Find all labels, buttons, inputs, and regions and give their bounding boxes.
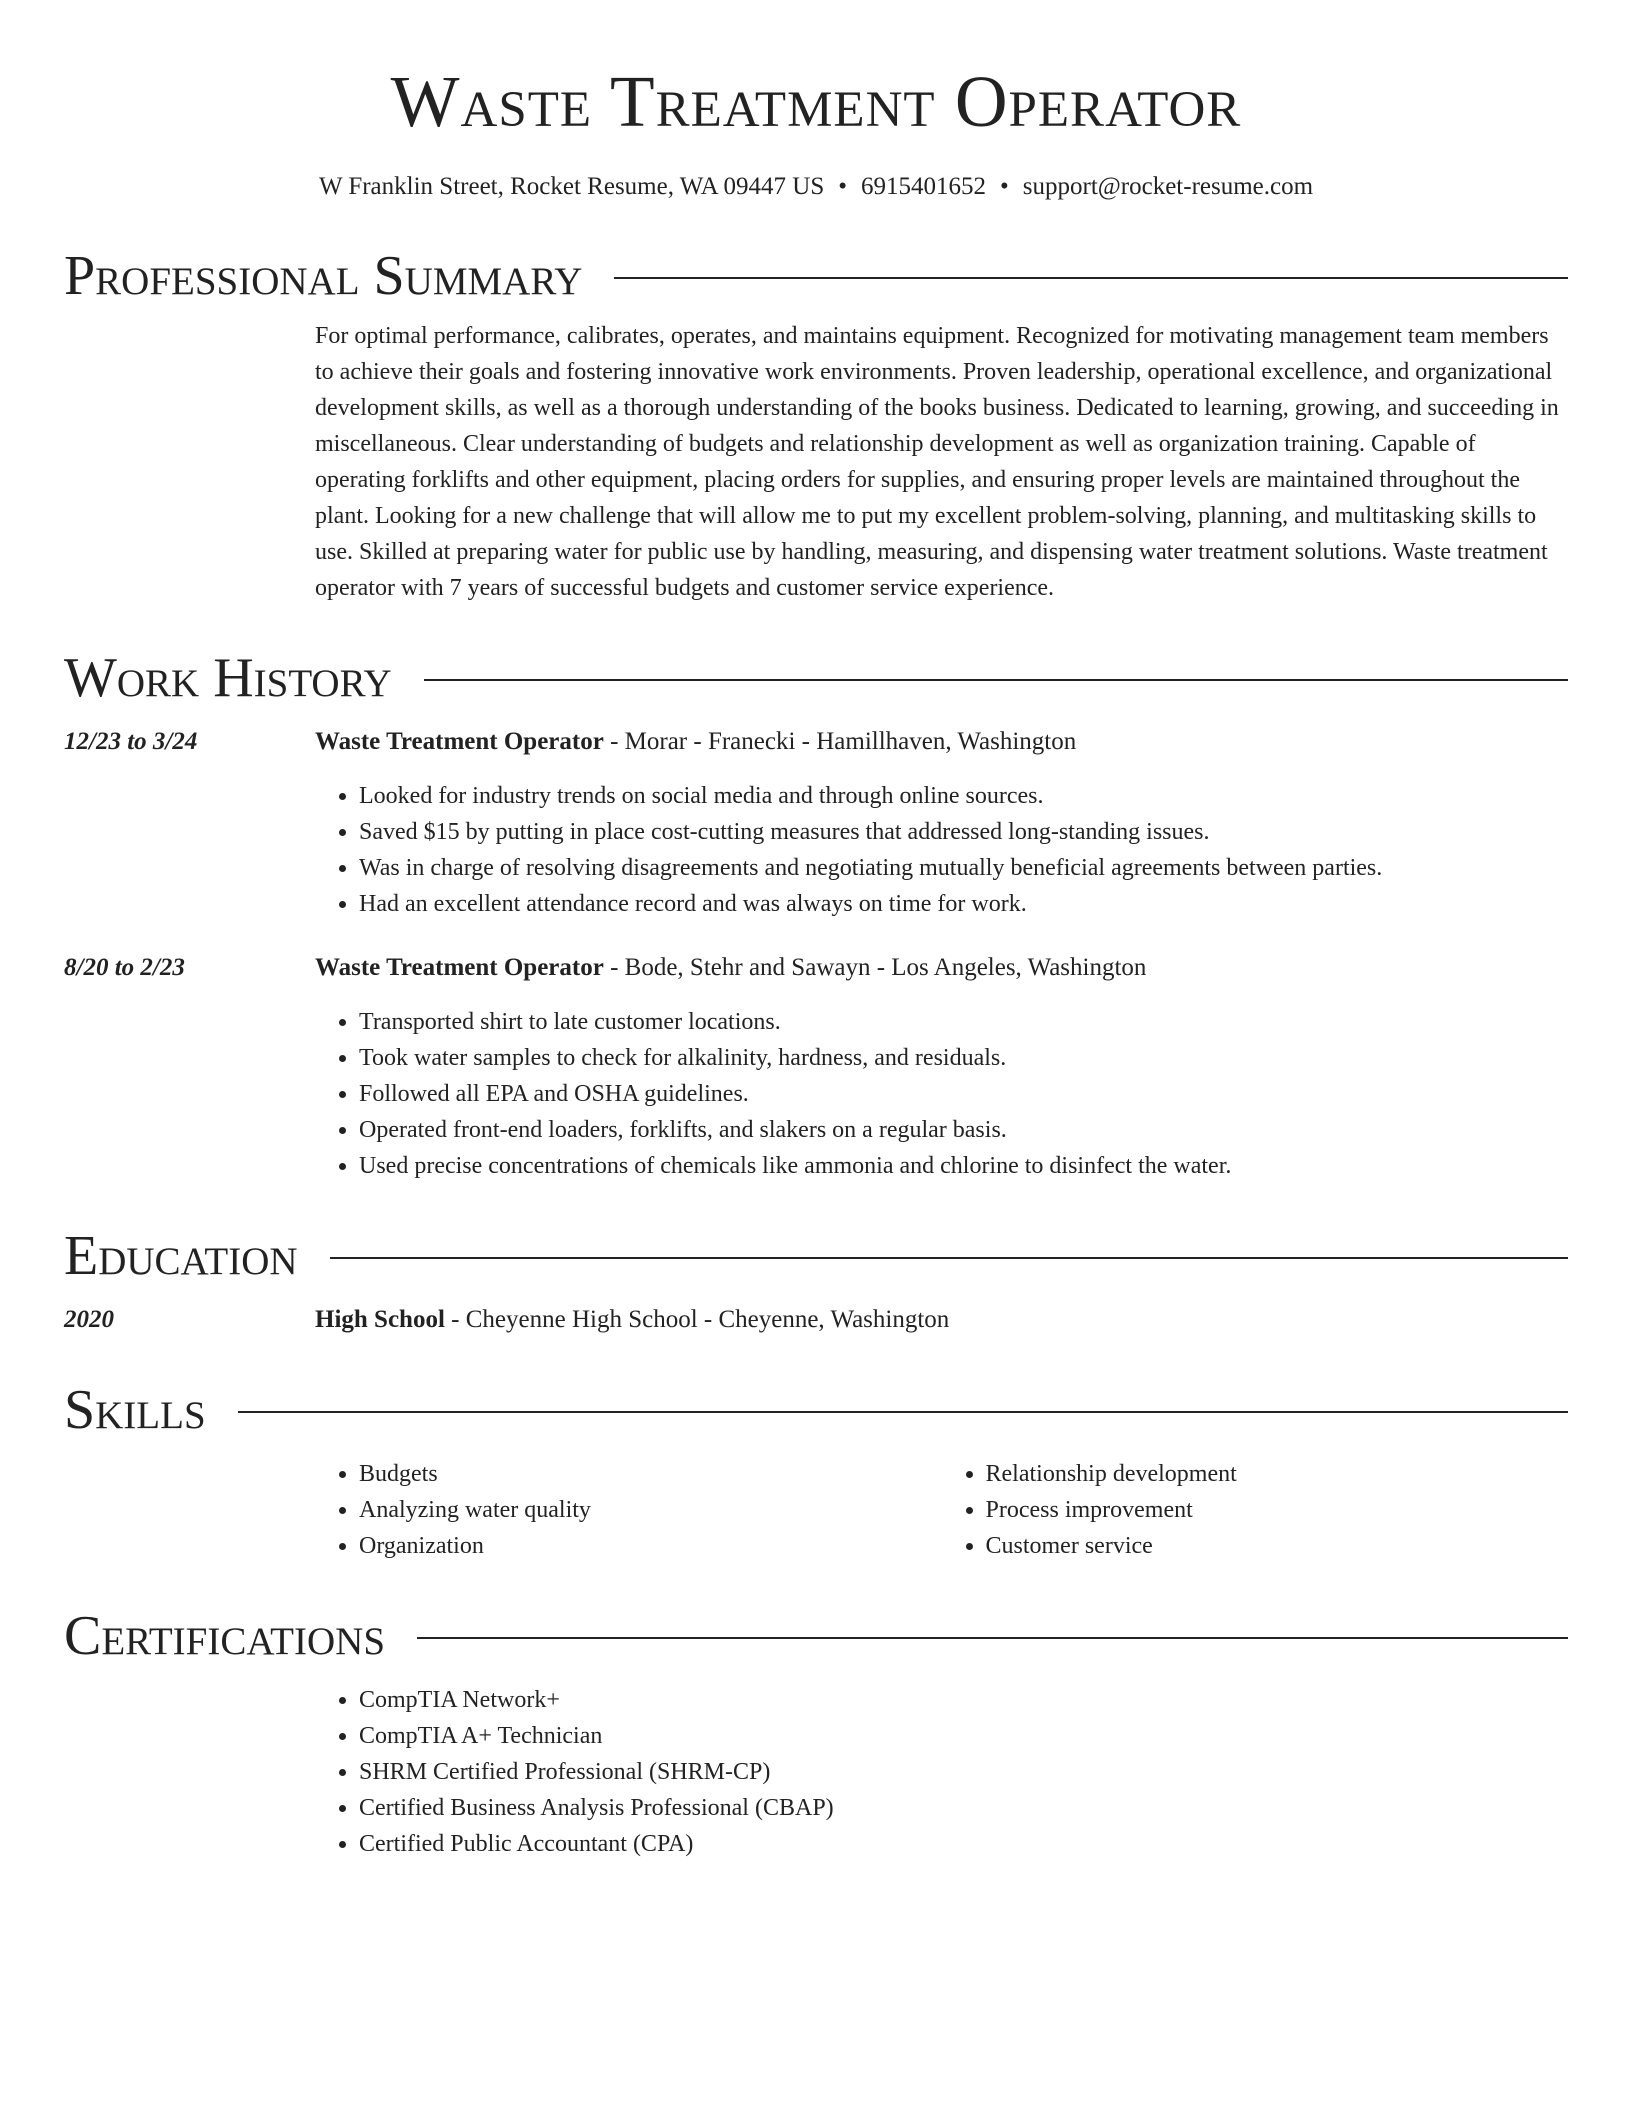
certifications-left-spacer bbox=[64, 1682, 315, 1862]
summary-row bbox=[64, 318, 1568, 606]
list-item: • Took water samples to check for alkalinity, hardness, and residuals. bbox=[359, 1040, 1568, 1076]
certifications-section-header bbox=[64, 1604, 1568, 1668]
job-bullets bbox=[315, 778, 1568, 922]
summary-left-spacer bbox=[64, 318, 315, 606]
section-divider bbox=[614, 277, 1568, 279]
job-details: - Morar - Franecki - Hamillhaven, Washington bbox=[603, 728, 1077, 755]
education-details: - Cheyenne High School - Cheyenne, Washington bbox=[444, 1306, 950, 1333]
section-divider bbox=[417, 1637, 1568, 1639]
list-item: • Saved $15 by putting in place cost-cutting measures that addressed long-standing issues. bbox=[359, 814, 1568, 850]
certifications-list bbox=[315, 1682, 1568, 1862]
contact-address: W Franklin Street, Rocket Resume, WA 09447 US bbox=[318, 173, 825, 200]
education-entry bbox=[64, 1302, 1568, 1338]
list-item: • CompTIA Network+ bbox=[359, 1682, 1568, 1718]
job-entry bbox=[64, 950, 1568, 1184]
education-section-title: Education bbox=[64, 1225, 298, 1287]
list-item: • Operated front-end loaders, forklifts, and slakers on a regular basis. bbox=[359, 1112, 1568, 1148]
education-degree: High School bbox=[315, 1306, 445, 1333]
list-item: • Budgets bbox=[359, 1456, 942, 1492]
summary-section-header bbox=[64, 244, 1568, 308]
list-item: • SHRM Certified Professional (SHRM-CP) bbox=[359, 1754, 1568, 1790]
list-item: • CompTIA A+ Technician bbox=[359, 1718, 1568, 1754]
contact-phone: 6915401652 bbox=[861, 173, 986, 200]
section-divider bbox=[238, 1411, 1568, 1413]
work-section-title: Work History bbox=[64, 647, 392, 709]
skills-column-left bbox=[315, 1456, 942, 1564]
certifications-row bbox=[64, 1682, 1568, 1862]
contact-line bbox=[64, 170, 1568, 204]
list-item: • Process improvement bbox=[986, 1492, 1569, 1528]
job-dates: 12/23 to 3/24 bbox=[64, 728, 198, 755]
skills-body bbox=[315, 1442, 1568, 1564]
skills-row bbox=[64, 1442, 1568, 1564]
skills-grid bbox=[315, 1456, 1568, 1564]
list-item: • Had an excellent attendance record and was always on time for work. bbox=[359, 886, 1568, 922]
work-section-header bbox=[64, 646, 1568, 710]
summary-section-title: Professional Summary bbox=[64, 245, 583, 307]
summary-body bbox=[315, 318, 1568, 606]
skills-left-spacer bbox=[64, 1442, 315, 1564]
list-item: • Relationship development bbox=[986, 1456, 1569, 1492]
job-dates: 8/20 to 2/23 bbox=[64, 954, 185, 981]
job-body bbox=[315, 950, 1568, 1184]
skills-section-title: Skills bbox=[64, 1379, 206, 1441]
contact-separator: • bbox=[1000, 173, 1009, 200]
education-line bbox=[315, 1302, 1568, 1338]
list-item: • Followed all EPA and OSHA guidelines. bbox=[359, 1076, 1568, 1112]
certifications-section-title: Certifications bbox=[64, 1605, 386, 1667]
list-item: • Looked for industry trends on social media and through online sources. bbox=[359, 778, 1568, 814]
list-item: • Was in charge of resolving disagreements and negotiating mutually beneficial agreements between parties. bbox=[359, 850, 1568, 886]
list-item: • Transported shirt to late customer locations. bbox=[359, 1004, 1568, 1040]
job-position: Waste Treatment Operator bbox=[315, 954, 604, 981]
section-divider bbox=[330, 1257, 1568, 1259]
job-title-line bbox=[315, 724, 1568, 760]
certifications-body bbox=[315, 1682, 1568, 1862]
list-item: • Certified Public Accountant (CPA) bbox=[359, 1826, 1568, 1862]
summary-text: For optimal performance, calibrates, operates, and maintains equipment. Recognized for motivating management team members to achieve their goals and fostering innovative work environments. Proven leadership, operational excellence, and organizational development skills, as well as a thorough understanding of the books business. Dedicated to learning, growing, and succeeding in miscellaneous. Clear understanding of budgets and relationship development as well as organization training. Capable of operating forklifts and other equipment, placing orders for supplies, and ensuring proper levels are maintained throughout the plant. Looking for a new challenge that will allow me to put my excellent problem-solving, planning, and multitasking skills to use. Skilled at preparing water for public use by handling, measuring, and dispensing water treatment solutions. Waste treatment operator with 7 years of successful budgets and customer service experience. bbox=[315, 323, 1559, 601]
list-item: • Used precise concentrations of chemicals like ammonia and chlorine to disinfect the water. bbox=[359, 1148, 1568, 1184]
skills-section-header bbox=[64, 1378, 1568, 1442]
list-item: • Certified Business Analysis Professional (CBAP) bbox=[359, 1790, 1568, 1826]
education-section-header bbox=[64, 1224, 1568, 1288]
list-item: • Organization bbox=[359, 1528, 942, 1564]
section-divider bbox=[424, 679, 1568, 681]
job-entry bbox=[64, 724, 1568, 922]
contact-separator: • bbox=[838, 173, 847, 200]
job-position: Waste Treatment Operator bbox=[315, 728, 604, 755]
skills-column-right bbox=[942, 1456, 1569, 1564]
list-item: • Analyzing water quality bbox=[359, 1492, 942, 1528]
job-title-line bbox=[315, 950, 1568, 986]
job-details: - Bode, Stehr and Sawayn - Los Angeles, Washington bbox=[603, 954, 1147, 981]
education-year: 2020 bbox=[64, 1306, 114, 1333]
education-body bbox=[315, 1302, 1568, 1338]
list-item: • Customer service bbox=[986, 1528, 1569, 1564]
job-body bbox=[315, 724, 1568, 922]
job-bullets bbox=[315, 1004, 1568, 1184]
candidate-name: Waste Treatment Operator bbox=[390, 61, 1242, 142]
contact-email: support@rocket-resume.com bbox=[1022, 173, 1314, 200]
